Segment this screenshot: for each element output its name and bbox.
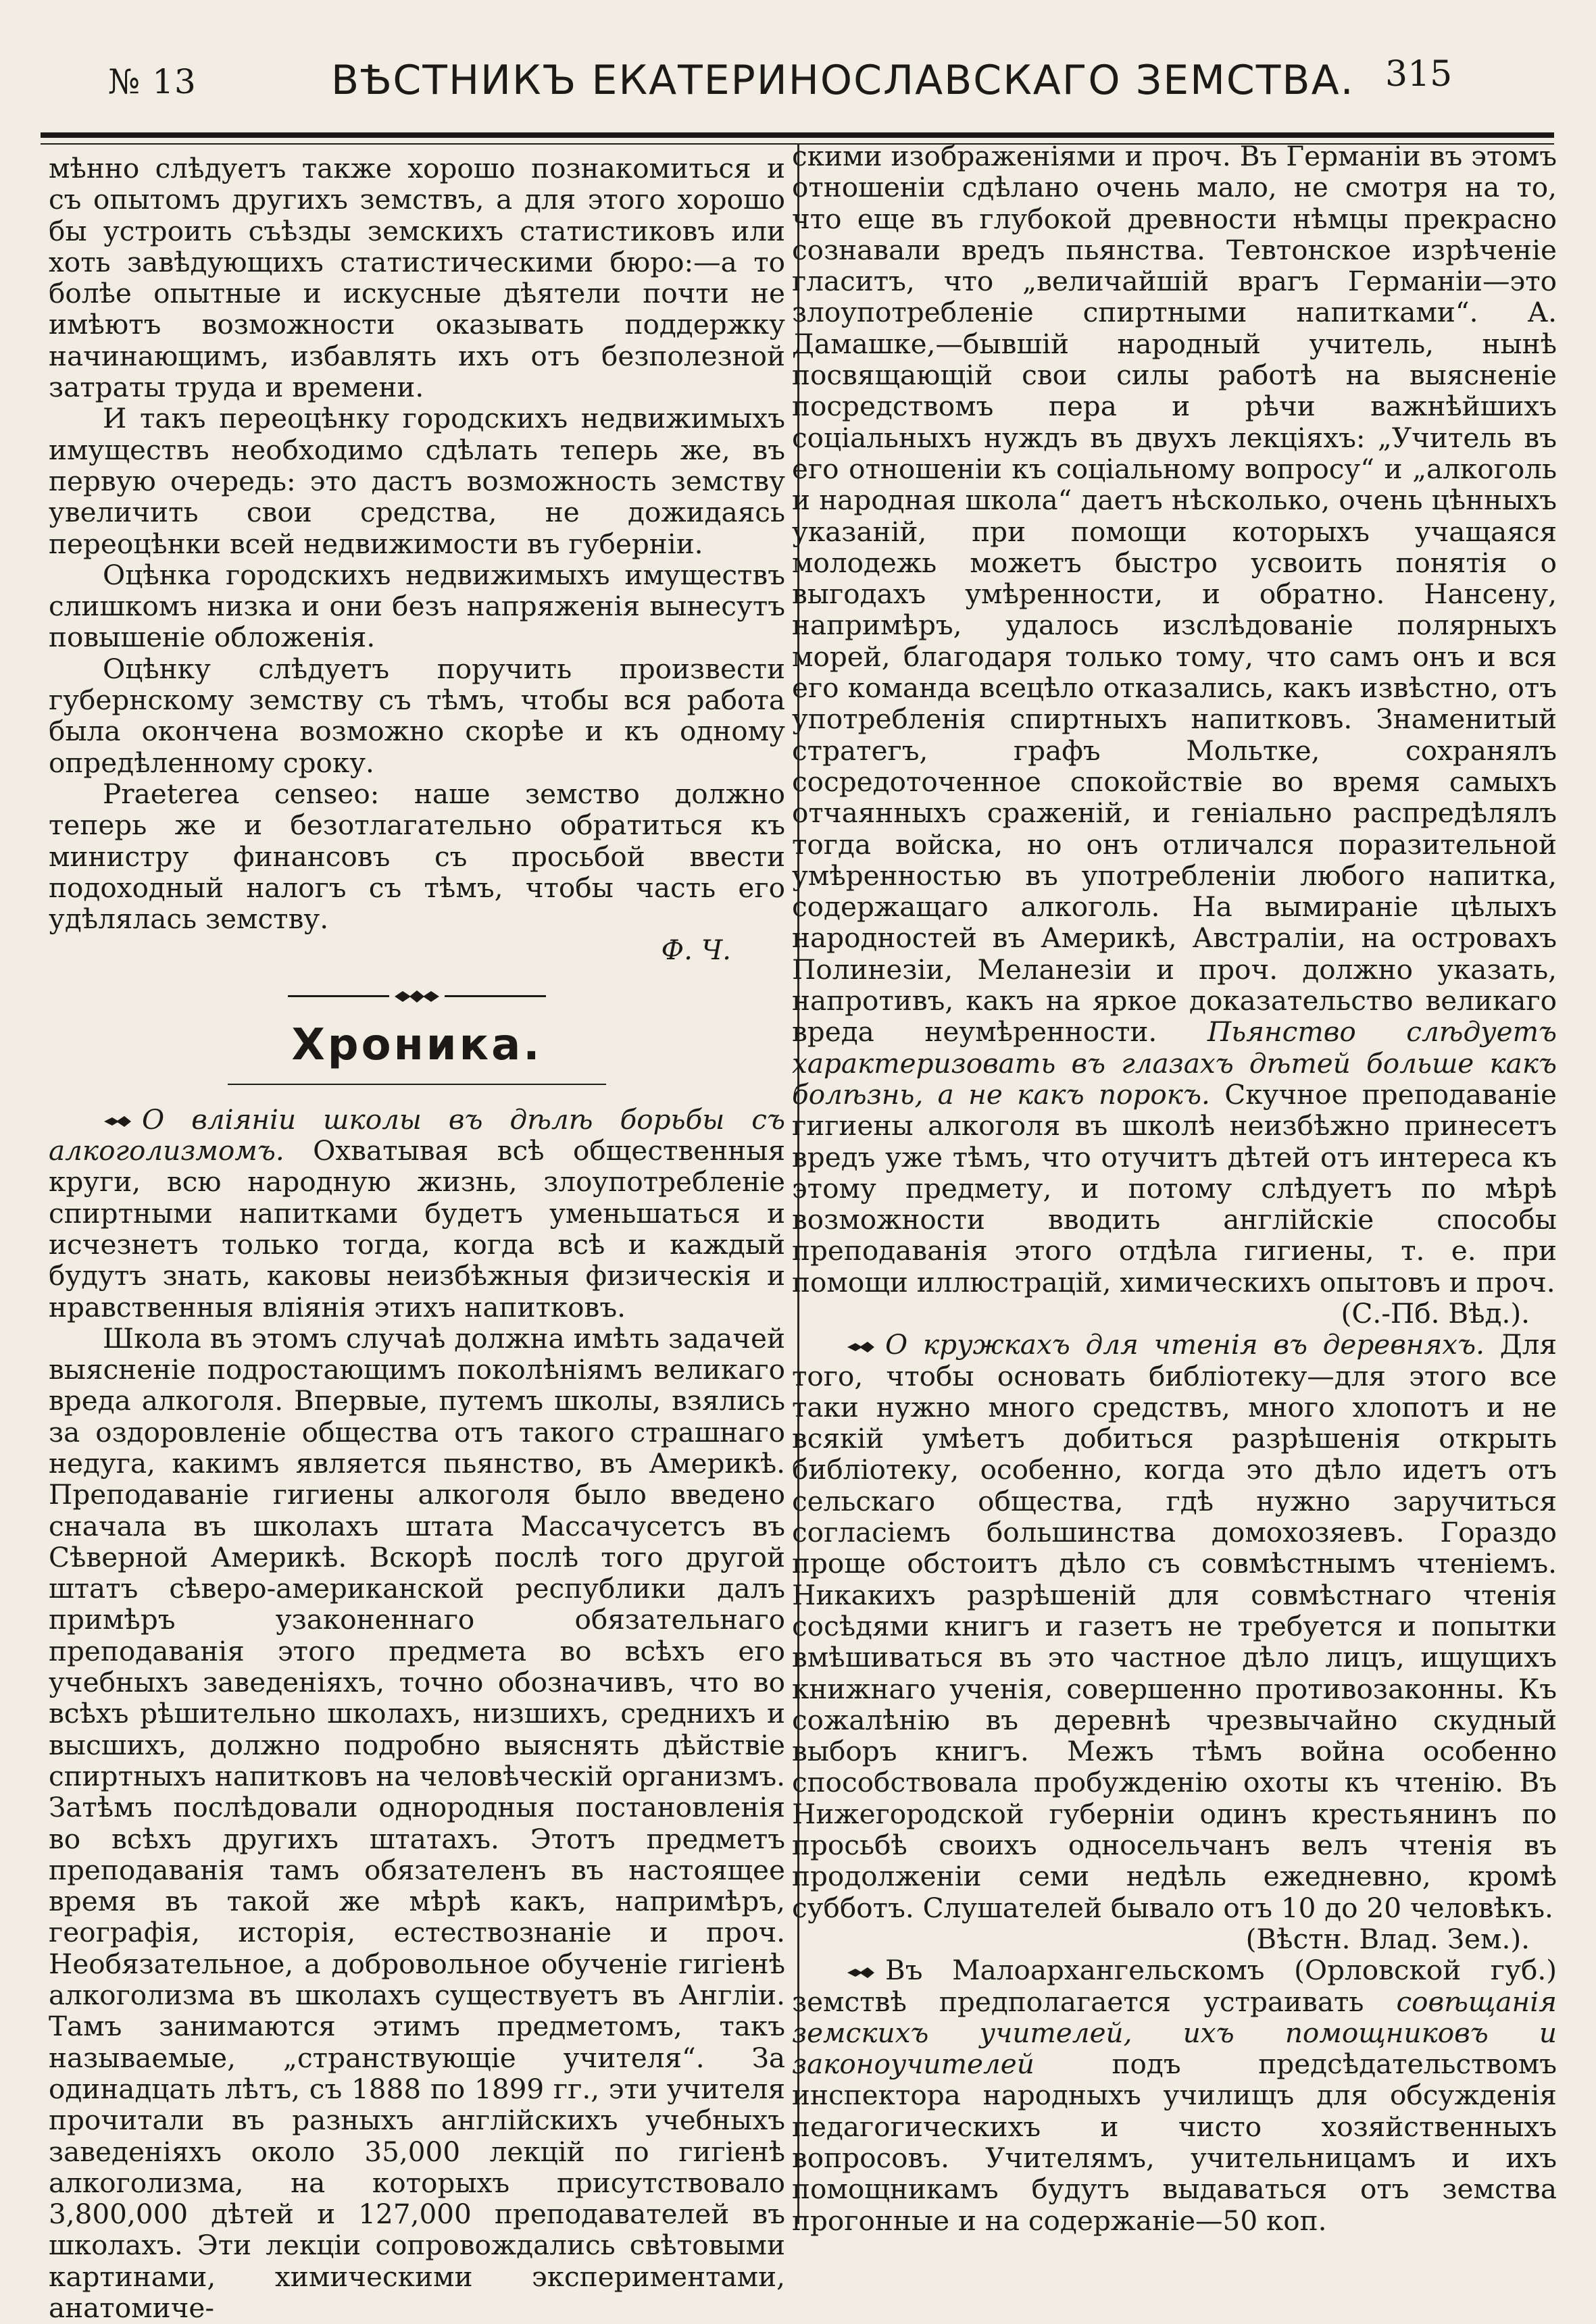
issue-number: № 13 — [108, 62, 197, 101]
paragraph: Praeterea censeo: наше земство должно теперь же и безотлагательно обратиться къ министру финансовъ съ просьбой ввести подоходный налогъ съ тѣмъ, чтобы часть его удѣлялась земству. — [49, 777, 785, 936]
emphasis-text: Пьянство слѣдуетъ характеризовать въ глазахъ дѣтей больше какъ болѣзнь, а не какъ порокъ. — [792, 1015, 1557, 1111]
left-column — [49, 153, 785, 2323]
paragraph: мѣнно слѣдуетъ также хорошо познакомиться и съ опытомъ другихъ земствъ, а для этого хорошо бы устроить съѣзды земскихъ статистиковъ или хоть завѣдующихъ статистическими бюро:—а то болѣе опытные и искусные дѣятели почти не имѣютъ возможности оказывать поддержку начинающимъ, избавлять ихъ отъ безполезной затраты труда и времени. — [49, 152, 785, 404]
ornament-divider — [49, 986, 785, 1007]
paragraph-text: Скучное преподаваніе гигиены алкоголя въ школѣ неизбѣжно принесетъ вредъ уже тѣмъ, что отучитъ дѣтей отъ интереса къ этому предмету, и потому слѣдуетъ по мѣрѣ возможности вводить англійскіе способы преподаванія этого отдѣла гигиены, т. е. при помощи иллюстрацій, химическихъ опытовъ и проч. — [792, 1078, 1557, 1298]
news-text: Охватывая всѣ общественныя круги, всю народную жизнь, злоупотребленіе спиртными напитками будетъ уменьшаться и исчезнетъ только тогда, когда всѣ и каждый будутъ знать, каковы неизбѣжныя физическія и нравственныя вліянія этихъ напитковъ. — [49, 1134, 785, 1323]
news-text: Для того, чтобы основать библіотеку—для этого все таки нужно много средствъ, много хлопотъ и не всякій умѣетъ добиться разрѣшенія открыть библіотеку, особенно, когда это дѣло идетъ отъ сельскаго общества, гдѣ нужно заручиться согласіемъ большинства домохозяевъ. Гораздо проще обстоитъ дѣло съ совмѣстнымъ чтеніемъ. Никакихъ разрѣшеній для совмѣстнаго чтенія сосѣдями книгъ и газетъ не требуется и попытки вмѣшиваться въ это частное дѣло лицъ, ищущихъ книжнаго ученія, совершенно противозаконны. Къ сожалѣнію въ деревнѣ чрезвычайно скудный выборъ книгъ. Межъ тѣмъ война особенно способствовала пробужденію охоты къ чтенію. Въ Нижегородской губерніи одинъ крестьянинъ по просьбѣ своихъ односельчанъ велъ чтенія въ продолженіи семи недѣль ежедневно, кромѣ субботъ. Слушателей бывало отъ 10 до 20 человѣкъ. — [792, 1328, 1557, 1924]
page-number: 315 — [1385, 54, 1453, 95]
news-item — [792, 1329, 1557, 1923]
bullet-icon — [846, 1966, 876, 1979]
news-title: О вліяніи школы въ дѣлѣ борьбы съ алкоголизмомъ. — [49, 1103, 785, 1167]
paragraph: Школа въ этомъ случаѣ должна имѣть задачей выясненіе подростающимъ поколѣніямъ великаго вреда алкоголя. Впервые, путемъ школы, взялись за оздоровленіе общества отъ такого страшнаго недуга, какимъ является пьянство, въ Америкѣ. Преподаваніе гигиены алкоголя было введено сначала въ школахъ штата Массачусетсъ въ Сѣверной Америкѣ. Вскорѣ послѣ того другой штатъ сѣверо-американской республики далъ примѣръ узаконеннаго обязательнаго преподаванія этого предмета во всѣхъ его учебныхъ заведеніяхъ, точно обозначивъ, что во всѣхъ рѣшительно школахъ, низшихъ, среднихъ и высшихъ, должно подробно выяснять дѣйствіе спиртныхъ напитковъ на человѣческій организмъ. Затѣмъ послѣдовали однородныя постановленія во всѣхъ другихъ штатахъ. Этотъ предметъ преподаванія тамъ обязателенъ въ настоящее время въ такой же мѣрѣ какъ, напримѣръ, географія, исторія, естествознаніе и проч. Необязательное, а добровольное обученіе гигіенѣ алкоголизма въ школахъ существуетъ въ Англіи. Тамъ занимаются этимъ предметомъ, такъ называемые, „странствующіе учителя“. За одинадцать лѣтъ, съ 1888 по 1899 гг., эти учителя прочитали въ разныхъ англійскихъ учебныхъ заведеніяхъ около 35,000 лекцій по гигіенѣ алкоголизма, на которыхъ присутствовало 3,800,000 дѣтей и 127,000 преподавателей въ школахъ. Эти лекціи сопровождались свѣтовыми картинами, химическими экспериментами, анатомиче- — [49, 1321, 785, 2324]
news-item — [792, 1954, 1557, 2236]
emphasis-text: совѣщанія земскихъ учителей, ихъ помощниковъ и законоучителей — [792, 1985, 1557, 2081]
news-text: подъ предсѣдательствомъ инспектора народныхъ училищъ для обсужденія педагогическихъ и чисто хозяйственныхъ вопросовъ. Учителямъ, учительницамъ и ихъ помощникамъ будутъ выдаваться отъ земства прогонные и на содержаніе—50 коп. — [792, 2048, 1557, 2237]
section-rule — [228, 1084, 606, 1085]
news-item — [49, 1104, 785, 1323]
section-title: Хроника. — [291, 1019, 543, 1070]
ornament-icon — [393, 988, 441, 1005]
paragraph: Оцѣнку слѣдуетъ поручить произвести губернскому земству съ тѣмъ, чтобы вся работа была окончена возможно скорѣе и къ одному опредѣленному сроку. — [49, 652, 785, 779]
paragraph: Оцѣнка городскихъ недвижимыхъ имуществъ слишкомъ низка и они безъ напряженія вынесутъ повышеніе обложенія. — [49, 558, 785, 654]
news-title: О кружкахъ для чтенія въ деревняхъ. — [885, 1328, 1485, 1361]
header-rule — [41, 132, 1554, 138]
paragraph: И такъ переоцѣнку городскихъ недвижимыхъ имуществъ необходимо сдѣлать теперь же, въ первую очередь: это дастъ возможность земству увеличить свои средства, не дожидаясь переоцѣнки всей недвижимости въ губерніи. — [49, 402, 785, 560]
right-column — [792, 141, 1557, 2236]
paragraph — [792, 141, 1557, 1298]
news-text: Въ Малоархангельскомъ (Орловской губ.) земствѣ предполагается устраивать — [792, 1954, 1557, 2018]
bullet-icon — [103, 1115, 132, 1128]
paragraph-text: скими изображеніями и проч. Въ Германіи въ этомъ отношеніи сдѣлано очень мало, не смотря на то, что еще въ глубокой древности нѣмцы прекрасно сознавали вредъ пьянства. Тевтонское изрѣченіе гласитъ, что „величайшій врагъ Германіи—это злоупотребленіе спиртными напитками“. А. Дамашке,—бывшій народный учитель, нынѣ посвящающій свои силы работѣ на выясненіе посредствомъ пера и рѣчи важнѣйшихъ соціальныхъ нуждъ въ двухъ лекціяхъ: „Учитель въ его отношеніи къ соціальному вопросу“ и „алкоголь и народная школа“ даетъ нѣсколько, очень цѣнныхъ указаній, при помощи которыхъ учащаяся молодежь можетъ быстро усвоить понятія о выгодахъ умѣренности, и обратно. Нансену, напримѣръ, удалось изслѣдованіе полярныхъ морей, благодаря только тому, что самъ онъ и вся его команда всецѣло отказались, какъ извѣстно, отъ употребленія спиртныхъ напитковъ. Знаменитый стратегъ, графъ Мольтке, сохранялъ сосредоточенное спокойствіе во время самыхъ отчаянныхъ сраженій, и геніально распредѣлялъ тогда войска, но онъ отличался поразительной умѣренностью въ употребленіи любого напитка, содержащаго алкоголь. На вымираніе цѣлыхъ народностей въ Америкѣ, Австраліи, на островахъ Полинезіи, Меланезіи и проч. должно указать, напротивъ, какъ на яркое доказательство великаго вреда неумѣренности. — [792, 140, 1557, 1049]
bullet-icon — [846, 1340, 876, 1354]
journal-title: ВѢСТНИКЪ ЕКАТЕРИНОСЛАВСКАГО ЗЕМСТВА. — [331, 57, 1355, 104]
source-citation: (С.-Пб. Вѣд.). — [1341, 1296, 1530, 1330]
source-citation: (Вѣстн. Влад. Зем.). — [1245, 1922, 1530, 1955]
author-signature: Ф. Ч. — [661, 934, 731, 967]
